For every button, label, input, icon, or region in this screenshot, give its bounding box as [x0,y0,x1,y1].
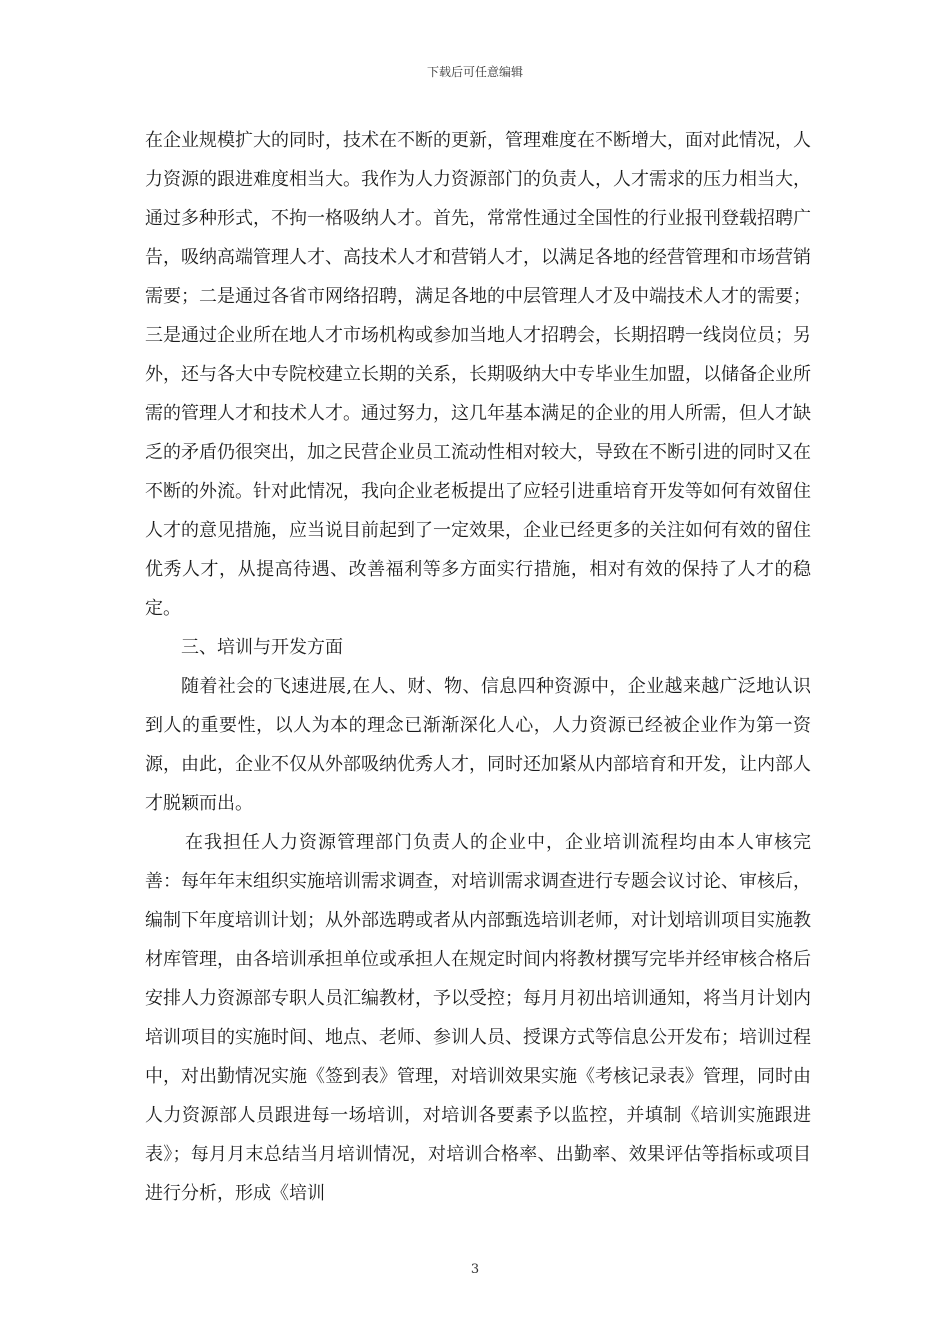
page-number: 3 [470,1262,480,1277]
paragraph-training-intro: 随着社会的飞速进展,在人、财、物、信息四种资源中，企业越来越广泛地认识到人的重要性，以人为本的理念已渐渐深化人心，人力资源已经被企业作为第一资源，由此，企业不仅从外部吸纳优秀人才，同时还加紧从内部培育和开发，让内部人才脱颖而出。 [145,676,811,814]
document-body [145,121,811,1213]
section-heading-training: 三、培训与开发方面 [181,637,343,658]
paragraph-recruitment: 在企业规模扩大的同时，技术在不断的更新，管理难度在不断增大，面对此情况，人力资源的跟进难度相当大。我作为人力资源部门的负责人，人才需求的压力相当大，通过多种形式，不拘一格吸纳人才。首先，常常性通过全国性的行业报刊登载招聘广告，吸纳高端管理人才、高技术人才和营销人才，以满足各地的经营管理和市场营销需要；二是通过各省市网络招聘，满足各地的中层管理人才及中端技术人才的需要；三是通过企业所在地人才市场机构或参加当地人才招聘会，长期招聘一线岗位员；另外，还与各大中专院校建立长期的关系，长期吸纳大中专毕业生加盟，以储备企业所需的管理人才和技术人才。通过努力，这几年基本满足的企业的用人所需，但人才缺乏的矛盾仍很突出，加之民营企业员工流动性相对较大，导致在不断引进的同时又在不断的外流。针对此情况，我向企业老板提出了应轻引进重培育开发等如何有效留住人才的意见措施，应当说目前起到了一定效果，企业已经更多的关注如何有效的留住优秀人才，从提高待遇、改善福利等多方面实行措施，相对有效的保持了人才的稳定。 [145,130,811,619]
paragraph-training-process: 在我担任人力资源管理部门负责人的企业中，企业培训流程均由本人审核完善：每年年末组织实施培训需求调查，对培训需求调查进行专题会议讨论、审核后，编制下年度培训计划；从外部选聘或者从内部甄选培训老师，对计划培训项目实施教材库管理，由各培训承担单位或承担人在规定时间内将教材撰写完毕并经审核合格后安排人力资源部专职人员汇编教材，予以受控；每月月初出培训通知，将当月计划内培训项目的实施时间、地点、老师、参训人员、授课方式等信息公开发布；培训过程中，对出勤情况实施《签到表》管理，对培训效果实施《考核记录表》管理，同时由人力资源部人员跟进每一场培训，对培训各要素予以监控，并填制《培训实施跟进表》；每月月末总结当月培训情况，对培训合格率、出勤率、效果评估等指标或项目进行分析，形成《培训 [145,832,811,1204]
page-header: 下载后可任意编辑 [426,65,523,79]
